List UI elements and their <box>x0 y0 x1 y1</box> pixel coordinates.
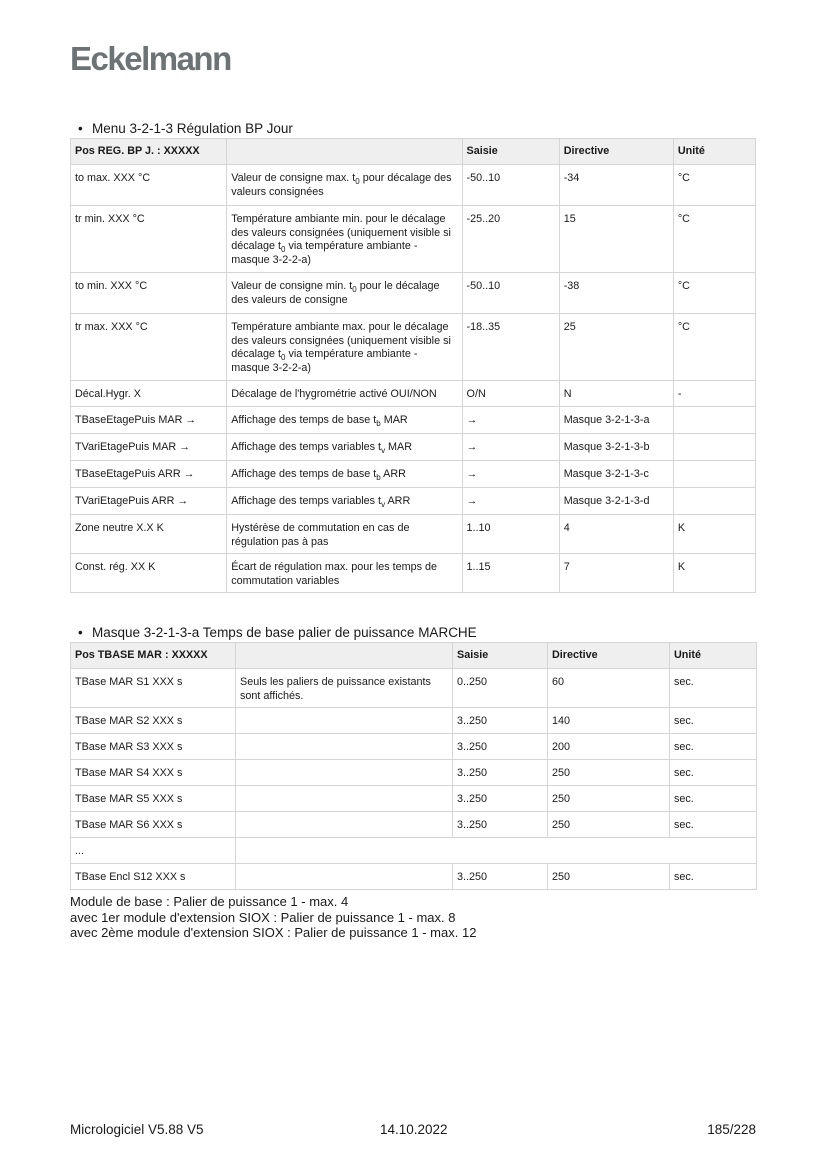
cell-saisie: → <box>462 488 559 515</box>
cell-saisie: 3..250 <box>453 864 548 890</box>
cell-directive: 250 <box>548 760 670 786</box>
cell-saisie: 1..15 <box>462 554 559 593</box>
note-line: Module de base : Palier de puissance 1 - max. 4 <box>70 894 349 909</box>
cell-description: Affichage des temps de base $t_b$ ARR <box>227 461 462 488</box>
cell-position: TBase MAR S6 XXX s <box>71 812 236 838</box>
cell-description: Seuls les paliers de puissance existants sont affichés. <box>236 669 453 708</box>
table-row <box>71 554 756 593</box>
cell-description: Écart de régulation max. pour les temps de commutation variables <box>227 554 462 593</box>
cell-directive: 250 <box>548 812 670 838</box>
cell-saisie: 3..250 <box>453 786 548 812</box>
table-row <box>71 760 757 786</box>
cell-directive: Masque 3-2-1-3-b <box>559 434 673 461</box>
table-row <box>71 273 756 314</box>
table-row <box>71 515 756 554</box>
cell-saisie: O/N <box>462 381 559 407</box>
cell-position: TBase Encl S12 XXX s <box>71 864 236 890</box>
cell-unite: K <box>673 554 755 593</box>
cell-directive: Masque 3-2-1-3-d <box>559 488 673 515</box>
cell-unite: °C <box>673 165 755 206</box>
cell-unite <box>673 407 755 434</box>
cell-unite: sec. <box>670 669 757 708</box>
column-header-description <box>227 139 462 165</box>
footer-page-number: 185/228 <box>707 1122 756 1137</box>
section-title-text: Menu 3-2-1-3 Régulation BP Jour <box>92 121 293 136</box>
cell-description: Affichage des temps variables $t_v$ MAR <box>227 434 462 461</box>
table-header-row <box>71 643 757 669</box>
notes-block <box>70 894 476 941</box>
cell-position: Zone neutre X.X K <box>71 515 227 554</box>
cell-description <box>236 734 453 760</box>
cell-position: tr max. XXX °C <box>71 314 227 381</box>
cell-directive: -38 <box>559 273 673 314</box>
cell-position: TBaseEtagePuis MAR → <box>71 407 227 434</box>
eckelmann-logo: Eckelmann <box>70 40 231 77</box>
cell-saisie: 3..250 <box>453 812 548 838</box>
cell-saisie: → <box>462 461 559 488</box>
cell-position: TVariEtagePuis ARR → <box>71 488 227 515</box>
table-row <box>71 407 756 434</box>
cell-unite: sec. <box>670 786 757 812</box>
table-row <box>71 381 756 407</box>
table-row <box>71 669 757 708</box>
cell-directive: 250 <box>548 864 670 890</box>
column-header-description <box>236 643 453 669</box>
cell-directive: 25 <box>559 314 673 381</box>
cell-position: Décal.Hygr. X <box>71 381 227 407</box>
column-header-position: Pos TBASE MAR : XXXXX <box>71 643 236 669</box>
column-header-saisie: Saisie <box>453 643 548 669</box>
cell-unite: K <box>673 515 755 554</box>
cell-position: tr min. XXX °C <box>71 206 227 273</box>
table-row <box>71 434 756 461</box>
cell-unite <box>673 488 755 515</box>
column-header-directive: Directive <box>559 139 673 165</box>
table-row <box>71 488 756 515</box>
cell-saisie: 1..10 <box>462 515 559 554</box>
cell-directive: Masque 3-2-1-3-a <box>559 407 673 434</box>
cell-position: TBase MAR S5 XXX s <box>71 786 236 812</box>
column-header-position: Pos REG. BP J. : XXXXX <box>71 139 227 165</box>
cell-position: Const. rég. XX K <box>71 554 227 593</box>
cell-unite: °C <box>673 273 755 314</box>
table-row <box>71 206 756 273</box>
cell-unite <box>673 461 755 488</box>
table-row <box>71 864 757 890</box>
cell-position: TBaseEtagePuis ARR → <box>71 461 227 488</box>
cell-description: Température ambiante max. pour le décalage des valeurs consignées (uniquement visible si décalage $t_0$ via température ambiante - masque 3-2-2-a) <box>227 314 462 381</box>
cell-unite: °C <box>673 206 755 273</box>
cell-unite <box>673 434 755 461</box>
cell-description <box>236 864 453 890</box>
table-row <box>71 708 757 734</box>
cell-directive: 4 <box>559 515 673 554</box>
cell-position: TBase MAR S1 XXX s <box>71 669 236 708</box>
cell-unite: sec. <box>670 734 757 760</box>
cell-position: ... <box>71 838 236 864</box>
cell-description: Température ambiante min. pour le décalage des valeurs consignées (uniquement visible si décalage $t_0$ via température ambiante - masque 3-2-2-a) <box>227 206 462 273</box>
cell-saisie: -50..10 <box>462 273 559 314</box>
cell-unite: sec. <box>670 760 757 786</box>
cell-description <box>236 708 453 734</box>
temps-de-base-marche-table <box>70 642 757 890</box>
section-title-masque-3-2-1-3-a <box>78 625 477 640</box>
cell-unite: sec. <box>670 812 757 838</box>
cell-description: Valeur de consigne max. $t_0$ pour décalage des valeurs consignées <box>227 165 462 206</box>
cell-saisie: 3..250 <box>453 734 548 760</box>
column-header-saisie: Saisie <box>462 139 559 165</box>
note-line: avec 1er module d'extension SIOX : Palier de puissance 1 - max. 8 <box>70 909 456 925</box>
cell-unite: - <box>673 381 755 407</box>
cell-saisie: 3..250 <box>453 760 548 786</box>
cell-position: to max. XXX °C <box>71 165 227 206</box>
cell-saisie: 0..250 <box>453 669 548 708</box>
cell-directive: 250 <box>548 786 670 812</box>
cell-saisie: → <box>462 407 559 434</box>
cell-position: TBase MAR S3 XXX s <box>71 734 236 760</box>
cell-directive: 15 <box>559 206 673 273</box>
cell-description: Affichage des temps variables $t_v$ ARR <box>227 488 462 515</box>
cell-unite: °C <box>673 314 755 381</box>
cell-unite: sec. <box>670 708 757 734</box>
cell-directive: Masque 3-2-1-3-c <box>559 461 673 488</box>
table-row <box>71 314 756 381</box>
cell-position: TBase MAR S4 XXX s <box>71 760 236 786</box>
cell-position: TBase MAR S2 XXX s <box>71 708 236 734</box>
cell-directive: 140 <box>548 708 670 734</box>
table-row <box>71 165 756 206</box>
table-row <box>71 461 756 488</box>
cell-description <box>236 812 453 838</box>
footer-date: 14.10.2022 <box>380 1122 448 1137</box>
cell-position: to min. XXX °C <box>71 273 227 314</box>
cell-description: Décalage de l'hygrométrie activé OUI/NON <box>227 381 462 407</box>
cell-unite: sec. <box>670 864 757 890</box>
column-header-unite: Unité <box>670 643 757 669</box>
table-row <box>71 786 757 812</box>
note-line: avec 2ème module d'extension SIOX : Palier de puissance 1 - max. 12 <box>70 925 477 941</box>
regulation-bp-jour-table <box>70 138 756 593</box>
cell-position: TVariEtagePuis MAR → <box>71 434 227 461</box>
cell-directive: N <box>559 381 673 407</box>
table-row <box>71 812 757 838</box>
cell-description: Hystérèse de commutation en cas de régulation pas à pas <box>227 515 462 554</box>
bullet-icon: • <box>78 625 83 640</box>
cell-description <box>236 760 453 786</box>
column-header-unite: Unité <box>673 139 755 165</box>
footer-firmware-version: Micrologiciel V5.88 V5 <box>70 1122 204 1137</box>
cell-directive: -34 <box>559 165 673 206</box>
cell-description <box>236 786 453 812</box>
bullet-icon: • <box>78 121 83 136</box>
cell-saisie: → <box>462 434 559 461</box>
table-row <box>71 838 757 864</box>
cell-description <box>236 838 757 864</box>
section-title-text: Masque 3-2-1-3-a Temps de base palier de puissance MARCHE <box>92 625 477 640</box>
table-row <box>71 734 757 760</box>
cell-saisie: -18..35 <box>462 314 559 381</box>
section-title-menu-3-2-1-3 <box>78 121 293 136</box>
table-header-row <box>71 139 756 165</box>
cell-directive: 7 <box>559 554 673 593</box>
cell-directive: 60 <box>548 669 670 708</box>
cell-description: Valeur de consigne min. $t_0$ pour le décalage des valeurs de consigne <box>227 273 462 314</box>
cell-saisie: 3..250 <box>453 708 548 734</box>
column-header-directive: Directive <box>548 643 670 669</box>
cell-saisie: -25..20 <box>462 206 559 273</box>
cell-description: Affichage des temps de base $t_b$ MAR <box>227 407 462 434</box>
cell-saisie: -50..10 <box>462 165 559 206</box>
cell-directive: 200 <box>548 734 670 760</box>
